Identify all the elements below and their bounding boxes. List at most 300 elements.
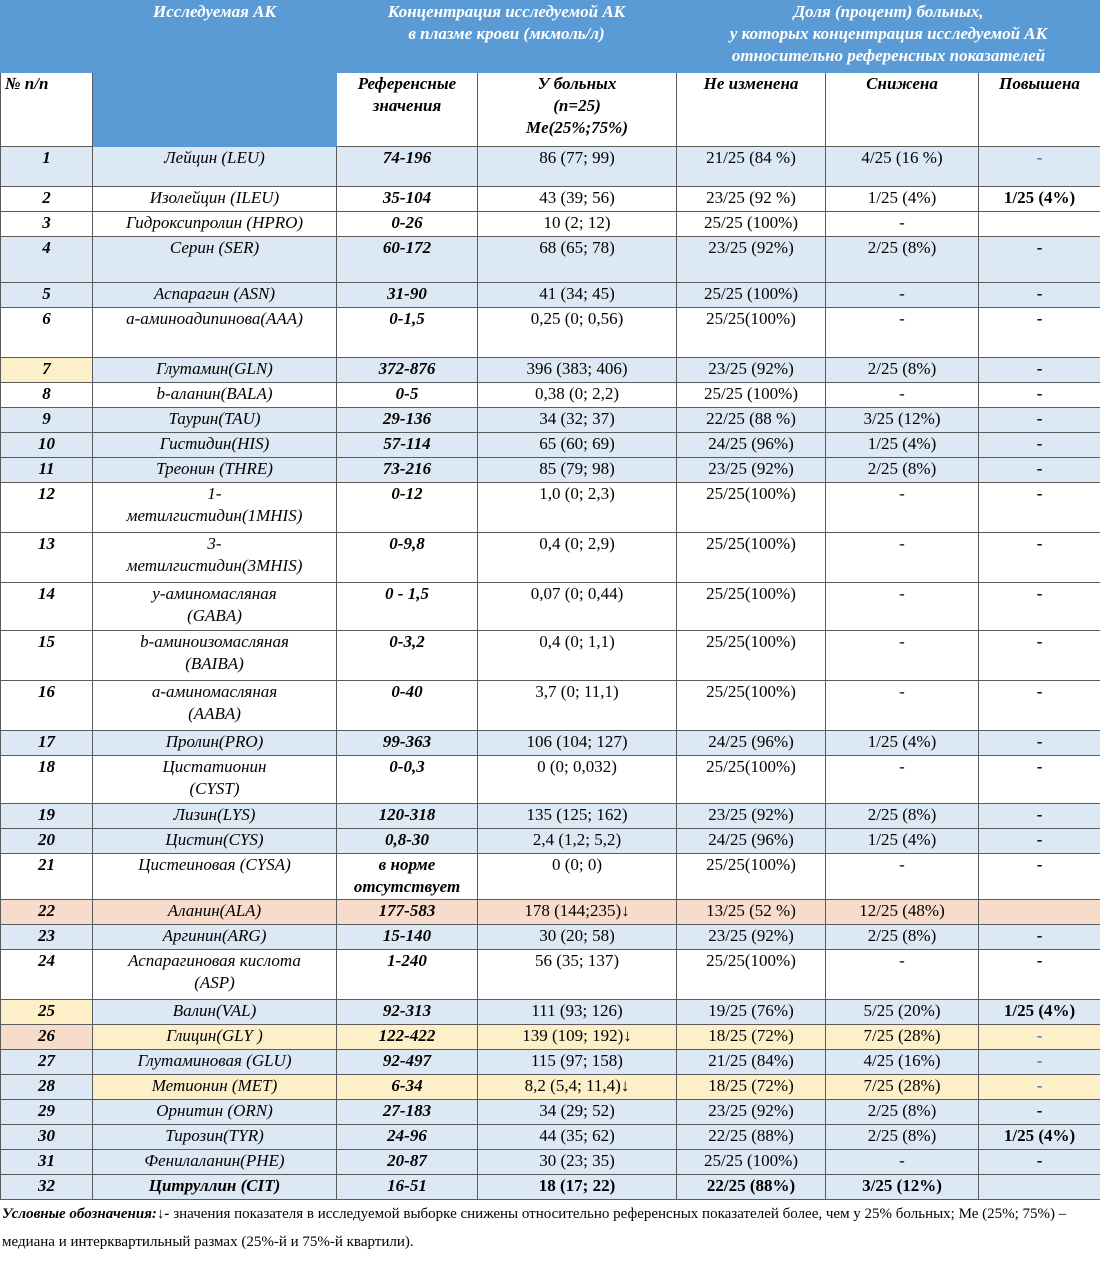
share-increased-text: -	[1036, 534, 1043, 553]
amino-acid-name-text: Аланин(ALA)	[167, 901, 262, 920]
share-unchanged	[677, 829, 826, 854]
header-blank-2	[93, 73, 337, 147]
row-number-text: 12	[38, 484, 55, 503]
share-increased-text: -	[1036, 1076, 1043, 1095]
amino-acid-name	[93, 1125, 337, 1150]
patient-median	[478, 483, 677, 533]
patient-median-text: 8,2 (5,4; 11,4)↓	[524, 1076, 630, 1095]
share-unchanged-text: 22/25 (88 %)	[706, 409, 796, 428]
share-increased-text: -	[1036, 1026, 1043, 1045]
header-concentration-line1: Концентрация исследуемой АК	[387, 2, 626, 21]
share-increased-text: -	[1036, 1101, 1043, 1120]
patient-median	[478, 1125, 677, 1150]
row-number	[1, 458, 93, 483]
amino-acid-name	[93, 1100, 337, 1125]
share-decreased-text: 2/25 (8%)	[867, 926, 937, 945]
amino-acid-name-text: Глутаминовая (GLU)	[137, 1051, 292, 1070]
reference-range-text: 0-5	[395, 384, 419, 403]
share-unchanged	[677, 631, 826, 681]
share-decreased-text: -	[899, 682, 905, 701]
row-number-text: 9	[42, 409, 51, 428]
share-unchanged	[677, 1125, 826, 1150]
share-increased	[979, 681, 1100, 731]
share-unchanged-text: 19/25 (76%)	[708, 1001, 794, 1020]
share-increased	[979, 1050, 1100, 1075]
row-number-text: 4	[42, 238, 51, 257]
reference-range-text: 16-51	[387, 1176, 427, 1195]
patient-median-text: 86 (77; 99)	[539, 148, 615, 167]
share-decreased-text: -	[899, 213, 905, 232]
row-number	[1, 925, 93, 950]
share-increased	[979, 925, 1100, 950]
reference-range-text: 0-3,2	[389, 632, 425, 651]
patient-median	[478, 147, 677, 187]
amino-acid-name-text: b-аланин(BALA)	[156, 384, 273, 403]
share-unchanged	[677, 533, 826, 583]
share-unchanged-text: 18/25 (72%)	[708, 1076, 794, 1095]
row-number-text: 28	[38, 1076, 55, 1095]
share-unchanged-text: 25/25(100%)	[706, 309, 796, 328]
share-increased	[979, 147, 1100, 187]
table-row	[1, 187, 1100, 212]
share-unchanged-text: 24/25 (96%)	[708, 434, 794, 453]
share-decreased-text: 7/25 (28%)	[863, 1076, 941, 1095]
share-unchanged-text: 25/25(100%)	[706, 951, 796, 970]
share-unchanged-text: 13/25 (52 %)	[706, 901, 796, 920]
share-unchanged	[677, 408, 826, 433]
patient-median	[478, 900, 677, 925]
patient-median	[478, 950, 677, 1000]
patient-median-text: 0,4 (0; 2,9)	[539, 534, 615, 553]
patient-median-text: 1,0 (0; 2,3)	[539, 484, 615, 503]
row-number	[1, 187, 93, 212]
row-number-text: 2	[42, 188, 51, 207]
row-number-text: 1	[42, 148, 51, 167]
share-unchanged-text: 25/25 (100%)	[704, 384, 798, 403]
share-unchanged-text: 22/25 (88%)	[708, 1126, 794, 1145]
share-decreased	[826, 731, 979, 756]
row-number	[1, 533, 93, 583]
share-increased-text: -	[1036, 409, 1043, 428]
header-blank	[1, 1, 93, 73]
share-decreased	[826, 1125, 979, 1150]
row-number-text: 20	[38, 830, 55, 849]
amino-acid-name-text: Орнитин (ORN)	[156, 1101, 273, 1120]
row-number-text: 11	[38, 459, 55, 478]
amino-acid-name	[93, 483, 337, 533]
share-unchanged-text: 23/25 (92 %)	[706, 188, 796, 207]
share-increased-text: -	[1036, 434, 1043, 453]
row-number-text: 6	[42, 309, 51, 328]
reference-range-text: 177-583	[378, 901, 436, 920]
share-unchanged-text: 25/25 (100%)	[704, 213, 798, 232]
share-unchanged	[677, 854, 826, 900]
row-number	[1, 358, 93, 383]
share-unchanged	[677, 187, 826, 212]
patient-median	[478, 308, 677, 358]
row-number-text: 5	[42, 284, 51, 303]
share-increased-text: -	[1036, 238, 1043, 257]
amino-acid-name-text: Цистин(CYS)	[165, 830, 264, 849]
row-number-text: 15	[38, 632, 55, 651]
share-unchanged	[677, 900, 826, 925]
amino-acid-name-text: а-аминоадипинова(AAA)	[126, 309, 303, 328]
share-unchanged	[677, 681, 826, 731]
share-decreased	[826, 283, 979, 308]
row-number	[1, 950, 93, 1000]
share-unchanged	[677, 283, 826, 308]
share-decreased	[826, 237, 979, 283]
patient-median	[478, 358, 677, 383]
share-decreased	[826, 187, 979, 212]
amino-acid-name	[93, 804, 337, 829]
header-row-1	[1, 1, 1100, 73]
table-row	[1, 631, 1100, 681]
amino-acid-name	[93, 1000, 337, 1025]
table-row	[1, 1100, 1100, 1125]
table-body	[1, 147, 1100, 1200]
share-decreased-text: -	[899, 757, 905, 776]
reference-range	[337, 731, 478, 756]
table-row	[1, 408, 1100, 433]
amino-acid-name	[93, 583, 337, 631]
share-unchanged-text: 25/25(100%)	[706, 855, 796, 874]
patient-median-text: 0 (0; 0,032)	[537, 757, 617, 776]
share-unchanged-text: 25/25(100%)	[706, 484, 796, 503]
amino-acid-name-text: Тирозин(TYR)	[165, 1126, 264, 1145]
amino-acid-name	[93, 308, 337, 358]
patient-median-text: 30 (23; 35)	[539, 1151, 615, 1170]
share-decreased-text: 3/25 (12%)	[863, 409, 941, 428]
share-unchanged	[677, 308, 826, 358]
patient-median	[478, 1025, 677, 1050]
table-row	[1, 731, 1100, 756]
share-decreased	[826, 147, 979, 187]
share-unchanged	[677, 1025, 826, 1050]
row-number-text: 17	[38, 732, 55, 751]
amino-acid-name-text: у-аминомасляная	[152, 584, 277, 603]
reference-range	[337, 408, 478, 433]
share-unchanged-text: 24/25 (96%)	[708, 732, 794, 751]
patient-median-text: 139 (109; 192)↓	[522, 1026, 632, 1045]
patient-median	[478, 383, 677, 408]
share-unchanged	[677, 1150, 826, 1175]
table-row	[1, 1175, 1100, 1200]
reference-range	[337, 829, 478, 854]
reference-range	[337, 458, 478, 483]
patient-median-text: 18 (17; 22)	[538, 1176, 616, 1195]
share-increased	[979, 1125, 1100, 1150]
amino-acid-name	[93, 383, 337, 408]
reference-range	[337, 1175, 478, 1200]
share-increased	[979, 1025, 1100, 1050]
share-increased-text: -	[1036, 855, 1043, 874]
amino-acid-name	[93, 212, 337, 237]
amino-acid-name	[93, 1150, 337, 1175]
share-decreased	[826, 583, 979, 631]
amino-acid-name-text-2: метилгистидин(1MHIS)	[126, 506, 303, 525]
header-increased: Повышена	[979, 73, 1100, 147]
share-increased	[979, 433, 1100, 458]
header-ref-line2: значения	[372, 96, 442, 115]
patient-median-text: 10 (2; 12)	[543, 213, 611, 232]
share-increased-text: -	[1036, 384, 1043, 403]
reference-range	[337, 1100, 478, 1125]
reference-range	[337, 308, 478, 358]
share-unchanged	[677, 583, 826, 631]
table-row	[1, 583, 1100, 631]
row-number	[1, 383, 93, 408]
row-number-text: 25	[38, 1001, 55, 1020]
amino-acid-name	[93, 900, 337, 925]
share-unchanged-text: 25/25 (100%)	[704, 1151, 798, 1170]
header-unchanged: Не изменена	[677, 73, 826, 147]
header-share-line1: Доля (процент) больных,	[793, 2, 984, 21]
row-number	[1, 408, 93, 433]
patient-median	[478, 829, 677, 854]
share-decreased	[826, 1075, 979, 1100]
patient-median-text: 111 (93; 126)	[531, 1001, 623, 1020]
row-number	[1, 483, 93, 533]
amino-acid-name	[93, 533, 337, 583]
row-number	[1, 804, 93, 829]
table-row	[1, 1025, 1100, 1050]
amino-acid-name	[93, 237, 337, 283]
share-increased	[979, 804, 1100, 829]
amino-acid-name-text: Цистеиновая (CYSA)	[138, 855, 291, 874]
share-decreased-text: -	[899, 284, 905, 303]
share-decreased-text: 3/25 (12%)	[862, 1176, 942, 1195]
reference-range	[337, 925, 478, 950]
share-unchanged-text: 25/25 (100%)	[704, 284, 798, 303]
share-increased	[979, 187, 1100, 212]
row-number-text: 14	[38, 584, 55, 603]
share-increased	[979, 408, 1100, 433]
patient-median-text: 68 (65; 78)	[539, 238, 615, 257]
share-unchanged-text: 25/25(100%)	[706, 682, 796, 701]
amino-acid-name	[93, 187, 337, 212]
share-decreased-text: -	[899, 309, 905, 328]
share-increased	[979, 756, 1100, 804]
amino-acid-name	[93, 1075, 337, 1100]
share-increased-text: -	[1036, 459, 1043, 478]
reference-range-text: 73-216	[382, 459, 432, 478]
share-increased	[979, 1000, 1100, 1025]
share-decreased-text: 1/25 (4%)	[867, 188, 937, 207]
share-unchanged-text: 21/25 (84 %)	[706, 148, 796, 167]
patient-median	[478, 731, 677, 756]
reference-range	[337, 756, 478, 804]
reference-range	[337, 383, 478, 408]
share-decreased-text: 12/25 (48%)	[859, 901, 945, 920]
row-number-text: 23	[38, 926, 55, 945]
amino-acid-name-text-2: (GABA)	[187, 606, 242, 625]
row-number-text: 16	[38, 682, 55, 701]
amino-acid-name	[93, 756, 337, 804]
patient-median-text: 178 (144;235)↓	[524, 901, 630, 920]
share-increased-text: -	[1036, 951, 1043, 970]
amino-acid-name-text: Валин(VAL)	[172, 1001, 257, 1020]
reference-range-text: 27-183	[382, 1101, 432, 1120]
amino-acid-name	[93, 854, 337, 900]
share-unchanged	[677, 1050, 826, 1075]
share-decreased	[826, 1175, 979, 1200]
amino-acid-name-text: Пролин(PRO)	[165, 732, 264, 751]
amino-acid-name	[93, 147, 337, 187]
amino-acid-name-text: Цистатионин	[162, 757, 267, 776]
amino-acid-name-text: 3-	[207, 534, 222, 553]
amino-acid-name	[93, 925, 337, 950]
table-row	[1, 533, 1100, 583]
header-concentration-line2: в плазме крови (мкмоль/л)	[408, 24, 605, 43]
share-decreased	[826, 756, 979, 804]
share-decreased	[826, 1000, 979, 1025]
share-decreased	[826, 1050, 979, 1075]
reference-range	[337, 804, 478, 829]
share-decreased-text: 2/25 (8%)	[867, 459, 937, 478]
reference-range	[337, 237, 478, 283]
reference-range-text: 29-136	[382, 409, 432, 428]
share-increased	[979, 631, 1100, 681]
share-increased-text: -	[1036, 284, 1043, 303]
share-increased	[979, 358, 1100, 383]
reference-range-text: 92-497	[382, 1051, 432, 1070]
reference-range	[337, 1075, 478, 1100]
patient-median-text: 65 (60; 69)	[539, 434, 615, 453]
row-number-text: 21	[38, 855, 55, 874]
patient-median-text: 41 (34; 45)	[539, 284, 615, 303]
patient-median	[478, 1050, 677, 1075]
patient-median-text: 0,07 (0; 0,44)	[530, 584, 624, 603]
share-increased	[979, 458, 1100, 483]
amino-acid-name	[93, 631, 337, 681]
share-unchanged	[677, 458, 826, 483]
share-decreased-text: -	[899, 534, 905, 553]
patient-median	[478, 408, 677, 433]
header-ref-line1: Референсные	[357, 74, 457, 93]
reference-range	[337, 358, 478, 383]
share-decreased	[826, 1150, 979, 1175]
patient-median-text: 0,38 (0; 2,2)	[534, 384, 620, 403]
table-row	[1, 854, 1100, 900]
row-number	[1, 1075, 93, 1100]
share-decreased	[826, 950, 979, 1000]
table-row	[1, 308, 1100, 358]
share-decreased-text: 2/25 (8%)	[867, 238, 937, 257]
patient-median-text: 0,4 (0; 1,1)	[539, 632, 615, 651]
reference-range-text: 31-90	[387, 284, 427, 303]
patient-median	[478, 854, 677, 900]
table-row	[1, 756, 1100, 804]
row-number	[1, 1050, 93, 1075]
share-decreased-text: -	[899, 855, 905, 874]
share-decreased-text: -	[899, 1151, 905, 1170]
table-row	[1, 383, 1100, 408]
patient-median-text: 2,4 (1,2; 5,2)	[532, 830, 622, 849]
share-decreased	[826, 1025, 979, 1050]
share-unchanged-text: 25/25(100%)	[706, 757, 796, 776]
reference-range	[337, 583, 478, 631]
share-increased	[979, 212, 1100, 237]
row-number	[1, 583, 93, 631]
reference-range-text: 92-313	[382, 1001, 432, 1020]
reference-range	[337, 631, 478, 681]
row-number	[1, 1025, 93, 1050]
reference-range-text: 0-26	[391, 213, 423, 232]
share-increased	[979, 1175, 1100, 1200]
reference-range-text: 35-104	[382, 188, 432, 207]
patient-median-text: 3,7 (0; 11,1)	[535, 682, 619, 701]
amino-acid-name	[93, 1175, 337, 1200]
amino-acid-name	[93, 731, 337, 756]
header-share-line3: относительно референсных показателей	[731, 46, 1046, 65]
amino-acid-name	[93, 950, 337, 1000]
amino-acid-name-text-2: (BAIBA)	[185, 654, 244, 673]
patient-median	[478, 458, 677, 483]
share-increased	[979, 483, 1100, 533]
amino-acid-name	[93, 408, 337, 433]
reference-range-text: 99-363	[382, 732, 432, 751]
table-row	[1, 1150, 1100, 1175]
share-increased	[979, 950, 1100, 1000]
patient-median	[478, 631, 677, 681]
amino-acid-name	[93, 433, 337, 458]
header-num: № п/п	[1, 73, 93, 147]
share-unchanged	[677, 358, 826, 383]
header-row-2	[1, 73, 1100, 147]
patient-median	[478, 1150, 677, 1175]
row-number-text: 29	[38, 1101, 55, 1120]
amino-acid-name-text-2: (ASP)	[194, 973, 235, 992]
reference-range	[337, 1125, 478, 1150]
reference-range-text: 74-196	[382, 148, 432, 167]
share-decreased	[826, 212, 979, 237]
share-increased	[979, 900, 1100, 925]
amino-acid-name-text: Цитруллин (CIT)	[148, 1176, 281, 1195]
patient-median-text: 0 (0; 0)	[551, 855, 603, 874]
table-row	[1, 900, 1100, 925]
reference-range	[337, 433, 478, 458]
share-decreased	[826, 900, 979, 925]
header-patients-line3: Me(25%;75%)	[526, 118, 628, 137]
share-decreased-text: 2/25 (8%)	[867, 805, 937, 824]
amino-acid-name-text-2: (CYST)	[189, 779, 240, 798]
patient-median-text: 34 (29; 52)	[539, 1101, 615, 1120]
share-increased	[979, 383, 1100, 408]
reference-range-text: 60-172	[382, 238, 432, 257]
share-unchanged-text: 23/25 (92%)	[708, 238, 794, 257]
row-number	[1, 147, 93, 187]
amino-acid-name-text: Фенилаланин(PHE)	[144, 1151, 285, 1170]
share-decreased-text: -	[899, 632, 905, 651]
share-decreased-text: 4/25 (16%)	[863, 1051, 941, 1070]
row-number	[1, 283, 93, 308]
share-increased-text: -	[1036, 732, 1043, 751]
patient-median-text: 56 (35; 137)	[534, 951, 620, 970]
amino-acid-name	[93, 458, 337, 483]
share-increased-text: -	[1036, 830, 1043, 849]
share-decreased	[826, 383, 979, 408]
amino-acid-name	[93, 1025, 337, 1050]
patient-median	[478, 1175, 677, 1200]
share-unchanged	[677, 804, 826, 829]
table-row	[1, 283, 1100, 308]
reference-range	[337, 147, 478, 187]
reference-range-text: 0-0,3	[389, 757, 425, 776]
header-patients-line2: (n=25)	[553, 96, 601, 115]
reference-range-text: 0-1,5	[389, 309, 425, 328]
amino-acid-name-text: Аспарагин (ASN)	[153, 284, 276, 303]
